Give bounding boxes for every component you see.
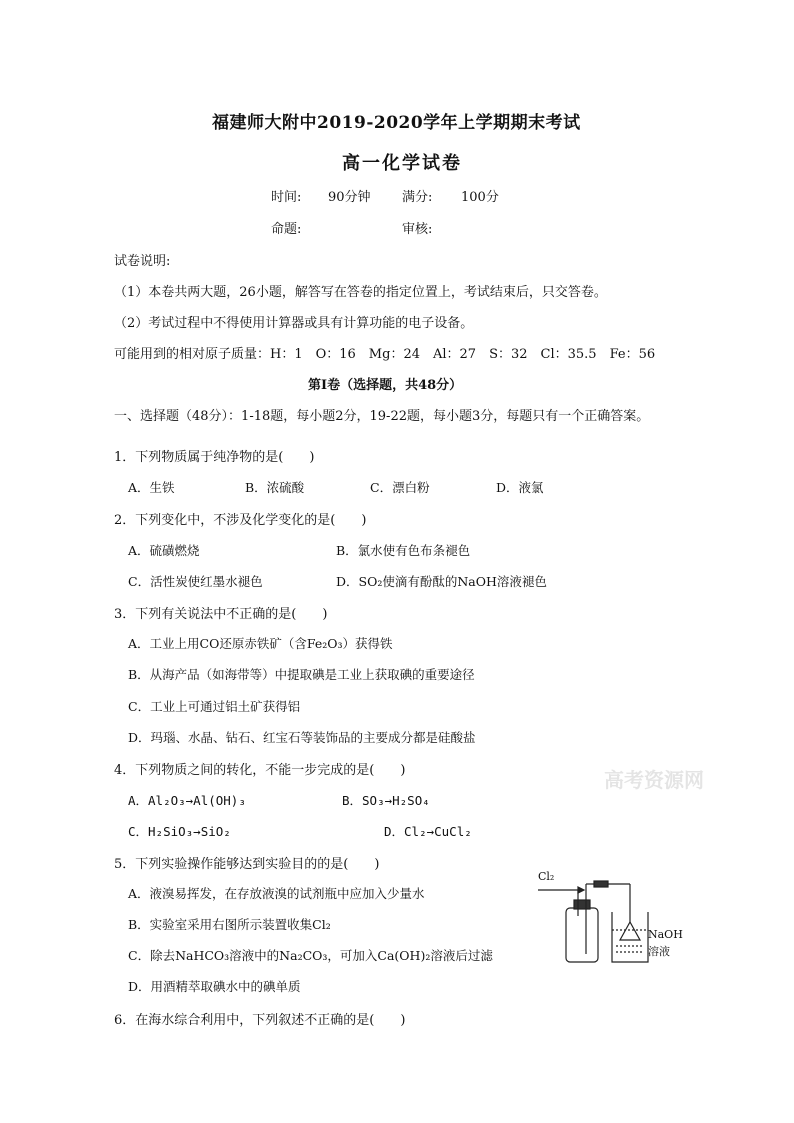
inlet-arrow bbox=[578, 887, 584, 893]
solution-label-solution: 溶液 bbox=[648, 945, 670, 958]
question-2-option-d: D．SO₂使滴有酚酞的NaOH溶液褪色 bbox=[336, 574, 547, 589]
instruction-item-2: （2）考试过程中不得使用计算器或具有计算功能的电子设备。 bbox=[114, 316, 474, 331]
question-1-option-b: B．浓硫酸 bbox=[245, 480, 305, 495]
question-1-option-c: C．漂白粉 bbox=[370, 480, 430, 495]
question-5-stem: 5．下列实验操作能够达到实验目的的是( ) bbox=[114, 857, 380, 872]
solution-label-naoh: NaOH bbox=[648, 928, 683, 941]
score-value: 100分 bbox=[461, 190, 499, 205]
part1-heading: 第Ⅰ卷（选择题，共48分） bbox=[308, 378, 463, 393]
question-4-option-a: A．Al₂O₃→Al(OH)₃ bbox=[128, 793, 246, 808]
watermark: 高考资源网 bbox=[604, 768, 704, 792]
question-3-option-c: C．工业上可通过铝土矿获得铝 bbox=[128, 699, 301, 714]
score-label: 满分: bbox=[402, 190, 433, 205]
question-3-option-a: A．工业上用CO还原赤铁矿（含Fe₂O₃）获得铁 bbox=[128, 636, 393, 651]
instruction-item-1: （1）本卷共两大题，26小题，解答写在答卷的指定位置上，考试结束后，只交答卷。 bbox=[114, 285, 607, 300]
reviewer-label: 审核: bbox=[402, 222, 433, 237]
question-1-option-d: D．液氯 bbox=[496, 480, 544, 495]
atomic-masses: 可能用到的相对原子质量：H：1 O：16 Mg：24 Al：27 S：32 Cl：35.5 Fe：56 bbox=[114, 347, 656, 362]
author-label: 命题: bbox=[271, 222, 302, 237]
section-instructions: 一、选择题（48分）：1-18题，每小题2分，19-22题，每小题3分，每题只有一个正确答案。 bbox=[114, 409, 650, 424]
exam-subtitle: 高一化学试卷 bbox=[342, 153, 462, 174]
question-1-option-a: A．生铁 bbox=[128, 480, 175, 495]
question-4-option-c: C．H₂SiO₃→SiO₂ bbox=[128, 824, 231, 839]
question-2-option-a: A．硫磺燃烧 bbox=[128, 543, 200, 558]
question-4-option-d: D．Cl₂→CuCl₂ bbox=[384, 824, 472, 839]
question-2-option-c: C．活性炭使红墨水褪色 bbox=[128, 574, 263, 589]
question-5-option-b: B．实验室采用右图所示装置收集Cl₂ bbox=[128, 917, 331, 932]
question-3-stem: 3．下列有关说法中不正确的是( ) bbox=[114, 607, 328, 622]
rubber-tube bbox=[594, 881, 608, 887]
question-4-stem: 4．下列物质之间的转化，不能一步完成的是( ) bbox=[114, 763, 406, 778]
question-3-option-d: D．玛瑙、水晶、钻石、红宝石等装饰品的主要成分都是硅酸盐 bbox=[128, 730, 476, 745]
apparatus-drawing bbox=[534, 872, 694, 964]
gas-bottle bbox=[566, 908, 598, 962]
bottle-stopper bbox=[574, 900, 590, 909]
time-label: 时间: bbox=[271, 190, 302, 205]
question-1-stem: 1．下列物质属于纯净物的是( ) bbox=[114, 450, 315, 465]
question-3-option-b: B．从海产品（如海带等）中提取碘是工业上获取碘的重要途径 bbox=[128, 667, 475, 682]
question-6-stem: 6．在海水综合利用中，下列叙述不正确的是( ) bbox=[114, 1013, 406, 1028]
gas-collection-apparatus-figure bbox=[534, 872, 694, 964]
gas-label: Cl₂ bbox=[538, 870, 555, 883]
question-5-option-c: C．除去NaHCO₃溶液中的Na₂CO₃，可加入Ca(OH)₂溶液后过滤 bbox=[128, 948, 493, 963]
question-4-option-b: B．SO₃→H₂SO₄ bbox=[342, 793, 430, 808]
question-2-option-b: B．氯水使有色布条褪色 bbox=[336, 543, 471, 558]
question-2-stem: 2．下列变化中，不涉及化学变化的是( ) bbox=[114, 513, 367, 528]
question-5-option-a: A．液溴易挥发，在存放液溴的试剂瓶中应加入少量水 bbox=[128, 886, 425, 901]
instructions-heading: 试卷说明: bbox=[114, 254, 171, 269]
question-5-option-d: D．用酒精萃取碘水中的碘单质 bbox=[128, 979, 301, 994]
inverted-funnel bbox=[620, 922, 640, 940]
exam-title: 福建师大附中2019-2020学年上学期期末考试 bbox=[212, 113, 581, 133]
time-value: 90分钟 bbox=[328, 190, 371, 205]
